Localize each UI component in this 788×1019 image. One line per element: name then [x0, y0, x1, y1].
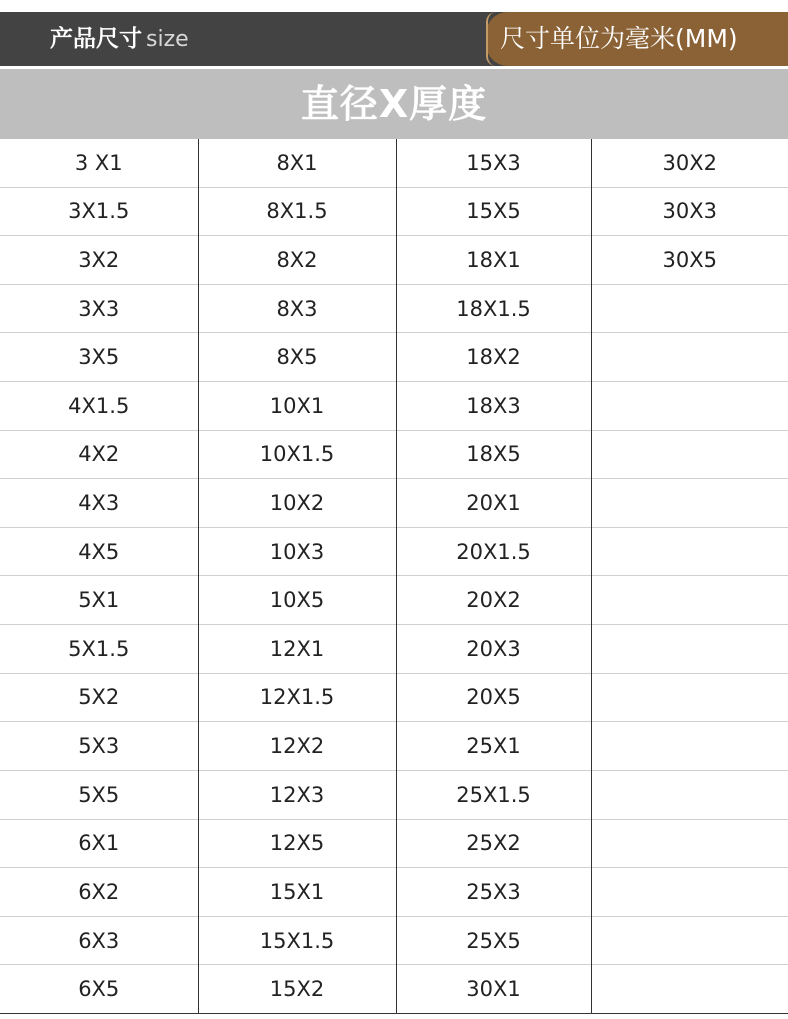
- size-cell: 8X3: [198, 284, 396, 333]
- size-cell: 25X1: [396, 722, 591, 771]
- table-row: [0, 722, 788, 771]
- size-cell: 4X2: [0, 430, 198, 479]
- bottom-strip: [0, 1014, 788, 1019]
- size-cell: 20X1: [396, 479, 591, 528]
- size-cell: [591, 722, 788, 771]
- table-row: [0, 868, 788, 917]
- header-title-cn: 产品尺寸: [50, 26, 142, 52]
- table-row: [0, 333, 788, 382]
- size-cell: 8X1.5: [198, 187, 396, 236]
- size-cell: 3 X1: [74, 150, 123, 175]
- table-row: [0, 187, 788, 236]
- size-cell: 18X5: [396, 430, 591, 479]
- size-cell: 20X2: [396, 576, 591, 625]
- size-cell: 25X2: [396, 819, 591, 868]
- size-cell: 5X3: [0, 722, 198, 771]
- size-cell: [591, 576, 788, 625]
- table-heading: 直径X厚度: [0, 69, 788, 139]
- size-cell: 3X1.5: [0, 187, 198, 236]
- table-row: [0, 673, 788, 722]
- size-cell: 8X5: [198, 333, 396, 382]
- size-cell: 25X5: [396, 916, 591, 965]
- header: [0, 0, 788, 66]
- table-row: [0, 430, 788, 479]
- badge-decoration: [486, 12, 496, 66]
- size-cell: 18X1.5: [396, 284, 591, 333]
- size-cell: [591, 430, 788, 479]
- size-cell: [591, 673, 788, 722]
- table-row: [0, 479, 788, 528]
- size-cell: [591, 625, 788, 674]
- table-row: [0, 625, 788, 674]
- size-cell: 10X1.5: [198, 430, 396, 479]
- size-cell: 4X1.5: [0, 382, 198, 431]
- size-cell: 15X1.5: [198, 916, 396, 965]
- size-cell: [591, 770, 788, 819]
- size-cell: 15X5: [396, 187, 591, 236]
- unit-badge: [486, 12, 788, 66]
- size-cell: 3X2: [0, 236, 198, 285]
- size-cell: 10X3: [198, 527, 396, 576]
- size-cell: 15X3: [396, 139, 591, 187]
- size-cell: 12X3: [198, 770, 396, 819]
- size-cell: 4X5: [0, 527, 198, 576]
- size-cell: 12X2: [198, 722, 396, 771]
- header-title: [50, 12, 189, 66]
- size-cell: 30X3: [591, 187, 788, 236]
- size-cell: 12X5: [198, 819, 396, 868]
- table-row: [0, 819, 788, 868]
- size-cell: 3X3: [0, 284, 198, 333]
- size-table-body: [0, 139, 788, 1014]
- size-table: [0, 139, 788, 1014]
- size-cell: 5X1.5: [0, 625, 198, 674]
- size-cell: 3X5: [0, 333, 198, 382]
- size-cell: 5X2: [0, 673, 198, 722]
- size-cell: 30X1: [396, 965, 591, 1014]
- table-row: [0, 770, 788, 819]
- size-cell: [591, 965, 788, 1014]
- size-cell: 10X5: [198, 576, 396, 625]
- size-cell: [591, 284, 788, 333]
- size-cell: 25X3: [396, 868, 591, 917]
- unit-label: 尺寸单位为毫米(MM): [500, 24, 738, 53]
- table-row: [0, 236, 788, 285]
- size-cell: 6X5: [0, 965, 198, 1014]
- header-title-en: size: [146, 27, 189, 52]
- table-row: [0, 382, 788, 431]
- size-cell: 18X1: [396, 236, 591, 285]
- size-cell: 20X5: [396, 673, 591, 722]
- table-row: [0, 965, 788, 1014]
- size-cell: [591, 916, 788, 965]
- size-cell: 5X1: [0, 576, 198, 625]
- size-cell: 4X3: [0, 479, 198, 528]
- size-cell: [591, 868, 788, 917]
- size-cell: 18X2: [396, 333, 591, 382]
- size-cell: [591, 819, 788, 868]
- size-cell: 8X1: [198, 139, 396, 187]
- size-cell: 15X2: [198, 965, 396, 1014]
- table-row: [0, 284, 788, 333]
- table-row: [0, 139, 788, 187]
- size-cell: 12X1.5: [198, 673, 396, 722]
- size-cell: 20X3: [396, 625, 591, 674]
- size-cell: 30X5: [591, 236, 788, 285]
- size-cell: [591, 479, 788, 528]
- size-cell: 20X1.5: [396, 527, 591, 576]
- size-cell: 10X2: [198, 479, 396, 528]
- size-cell: 12X1: [198, 625, 396, 674]
- size-cell: [591, 333, 788, 382]
- size-cell: [591, 382, 788, 431]
- table-row: [0, 916, 788, 965]
- table-row: [0, 576, 788, 625]
- size-cell: 25X1.5: [396, 770, 591, 819]
- size-cell: 6X2: [0, 868, 198, 917]
- size-cell: 6X3: [0, 916, 198, 965]
- table-row: [0, 527, 788, 576]
- size-cell: 10X1: [198, 382, 396, 431]
- size-cell: 6X1: [0, 819, 198, 868]
- size-cell: 5X5: [0, 770, 198, 819]
- size-cell: 15X1: [198, 868, 396, 917]
- size-cell: 30X2: [591, 139, 788, 187]
- size-cell: 18X3: [396, 382, 591, 431]
- size-cell: 8X2: [198, 236, 396, 285]
- size-cell: [591, 527, 788, 576]
